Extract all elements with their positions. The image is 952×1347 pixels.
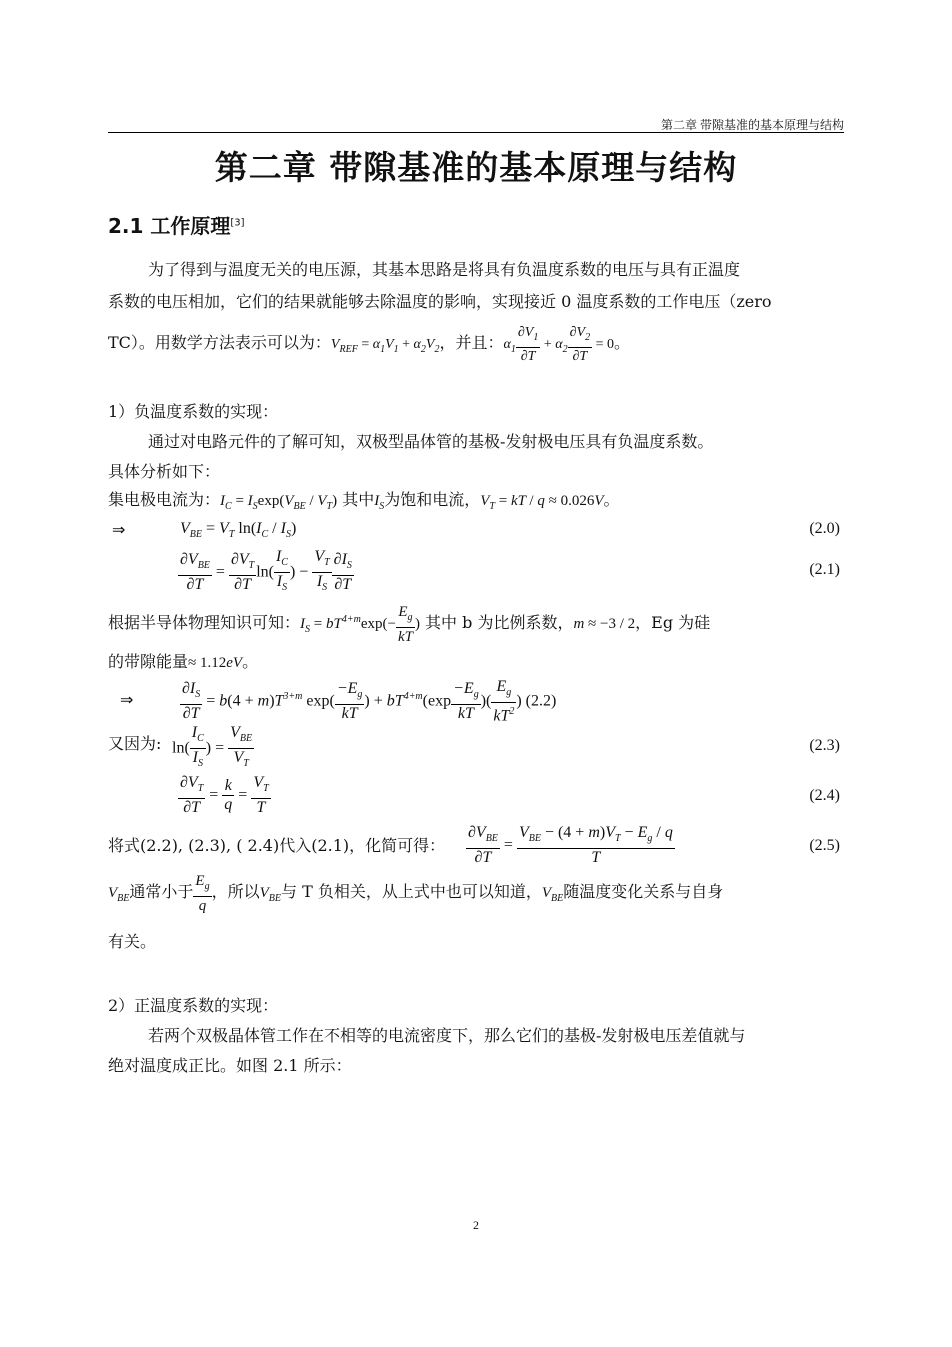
cc-mid-2: 为饱和电流， bbox=[384, 490, 481, 509]
equation-2-0: $V_{BE} = V_T$ $\ln(I_C / I_S)$ bbox=[180, 520, 297, 541]
equation-2-1: $\frac{\partial V_{BE}}{\partial T}$ = $\frac{\partial V_T}{\partial T}$ ln( $\frac{I_C}{I_S}$ ) − $\frac{V_T}{I_S}$ $\frac{\partial I_S}{\partial T}$ bbox=[180, 548, 352, 594]
page-number: 2 bbox=[473, 1218, 479, 1232]
equation-2-3: ln( $\frac{I_C}{I_S}$ ) = $\frac{V_{BE}}{V_T}$ bbox=[172, 724, 253, 770]
semi-mid: 其中 b 为比例系数， bbox=[425, 612, 574, 632]
intro-line-3-end: 。 bbox=[613, 333, 630, 353]
intro-line-2: 系数的电压相加，它们的结果就能够去除温度的影响，实现接近 0 温度系数的工作电压（zero bbox=[108, 292, 772, 311]
substitution-text: 将式(2.2), (2.3), ( 2.4)代入(2.1)，化简可得： bbox=[108, 836, 446, 855]
eg-over-q: $\frac{E_g}{q}$ bbox=[195, 873, 210, 914]
part2-heading: 2）正温度系数的实现： bbox=[108, 996, 279, 1015]
vbe-mid-2: 与 T 负相关，从上式中也可以知道， bbox=[280, 881, 542, 901]
vbe-mid: ，所以 bbox=[211, 881, 260, 901]
eq-number-2-3: (2.3) bbox=[809, 737, 840, 754]
chapter-title: 第二章 带隙基准的基本原理与结构 bbox=[214, 148, 738, 187]
cc-prefix: 集电极电流为： bbox=[108, 490, 221, 509]
eq-number-2-4: (2.4) bbox=[809, 787, 840, 804]
semi-end: ，Eg 为硅 bbox=[635, 612, 711, 632]
intro-line-3-mid: ，并且： bbox=[439, 333, 504, 353]
implies-arrow-1: ⇒ bbox=[112, 522, 126, 539]
vbe-conclusion-line bbox=[108, 872, 723, 916]
vref-equation: $V_{REF} = \alpha_1V_1 + \alpha_2V_2$ bbox=[330, 337, 440, 355]
m-value: m ≈ −3 / 2 bbox=[573, 615, 636, 632]
vt-equation: $V_T$ = kT / q ≈ 0.026V bbox=[480, 493, 604, 512]
bandgap-line bbox=[108, 652, 258, 673]
part1-heading: 1）负温度系数的实现： bbox=[108, 402, 279, 421]
vbe-prefix: 通常小于 bbox=[129, 881, 194, 901]
section-title: 2.1 工作原理 bbox=[108, 214, 231, 238]
vbe-end: 随温度变化关系与自身 bbox=[563, 881, 724, 901]
equation-2-4: $\frac{\partial V_T}{\partial T}$ = $\frac{k}{q}$ = $\frac{V_T}{T}$ bbox=[180, 774, 269, 817]
ic-equation: $I_C = I_S\exp(V_{BE} / V_T)$ bbox=[220, 493, 338, 512]
eq-number-2-0: (2.0) bbox=[809, 520, 840, 537]
part1-para-2: 具体分析如下： bbox=[108, 462, 221, 481]
intro-line-3-prefix: TC）。用数学方法表示可以为： bbox=[108, 333, 331, 353]
bandgap-end: 。 bbox=[242, 652, 259, 671]
vbe-symbol-1: $V_{BE}$ bbox=[108, 884, 130, 904]
semi-prefix: 根据半导体物理知识可知： bbox=[108, 612, 301, 632]
is-equation: $I_S = bT^{4+m}\exp(-$ $\frac{E_g}{kT}$ ) bbox=[300, 604, 420, 645]
vbe-symbol-2: $V_{BE}$ bbox=[259, 884, 281, 904]
running-header: 第二章 带隙基准的基本原理与结构 bbox=[660, 118, 844, 132]
eq-number-2-1: (2.1) bbox=[809, 561, 840, 578]
intro-line-3 bbox=[108, 324, 630, 366]
eq-number-2-5: (2.5) bbox=[809, 837, 840, 854]
header-rule bbox=[108, 132, 844, 133]
vbe-symbol-3: $V_{BE}$ bbox=[541, 884, 564, 904]
eq-number-2-2: (2.2) bbox=[525, 692, 557, 710]
is-symbol: $I_S$ bbox=[374, 493, 385, 512]
implies-arrow-2: ⇒ bbox=[120, 692, 134, 709]
bandgap-prefix: 的带隙能量 bbox=[108, 652, 189, 671]
semiconductor-line bbox=[108, 603, 710, 646]
section-heading bbox=[108, 210, 245, 239]
cc-end: 。 bbox=[603, 490, 620, 509]
citation: [3] bbox=[230, 217, 245, 229]
part2-para-1: 若两个双极晶体管工作在不相等的电流密度下，那么它们的基极-发射极电压差值就与 bbox=[148, 1026, 746, 1045]
part1-para-1: 通过对电路元件的了解可知，双极型晶体管的基极-发射极电压具有负温度系数。 bbox=[148, 432, 714, 451]
equation-2-2: $\frac{\partial I_S}{\partial T}$ = $b(4 + m)T^{3+m}$ exp( $\frac{-E_g}{kT}$ ) + $bT^{4+m}(\exp$ $\frac{-E_g}{kT}$ )( $\frac{E_g}{kT^2}$ ) (2.2) bbox=[182, 678, 557, 725]
intro-line-1: 为了得到与温度无关的电压源，其基本思路是将具有负温度系数的电压与具有正温度 bbox=[148, 260, 741, 279]
vbe-conclusion-line-2: 有关。 bbox=[108, 932, 157, 951]
equation-2-5: $\frac{\partial V_{BE}}{\partial T}$ = $\frac{V_{BE} - (4 + m)V_T - E_g / q}{T}$ bbox=[468, 824, 673, 867]
bandgap-value: ≈ 1.12eV bbox=[188, 655, 243, 671]
part2-para-2: 绝对温度成正比。如图 2.1 所示： bbox=[108, 1056, 352, 1075]
collector-current-line bbox=[108, 490, 620, 517]
zero-tc-condition: $\alpha_1$ $\frac{\partial V_1}{\partial T}$ + $\alpha_2$ $\frac{\partial V_2}{\partial T}$ = 0 bbox=[503, 325, 614, 364]
because-label: 又因为: bbox=[108, 734, 162, 753]
cc-mid: 其中 bbox=[342, 490, 375, 509]
